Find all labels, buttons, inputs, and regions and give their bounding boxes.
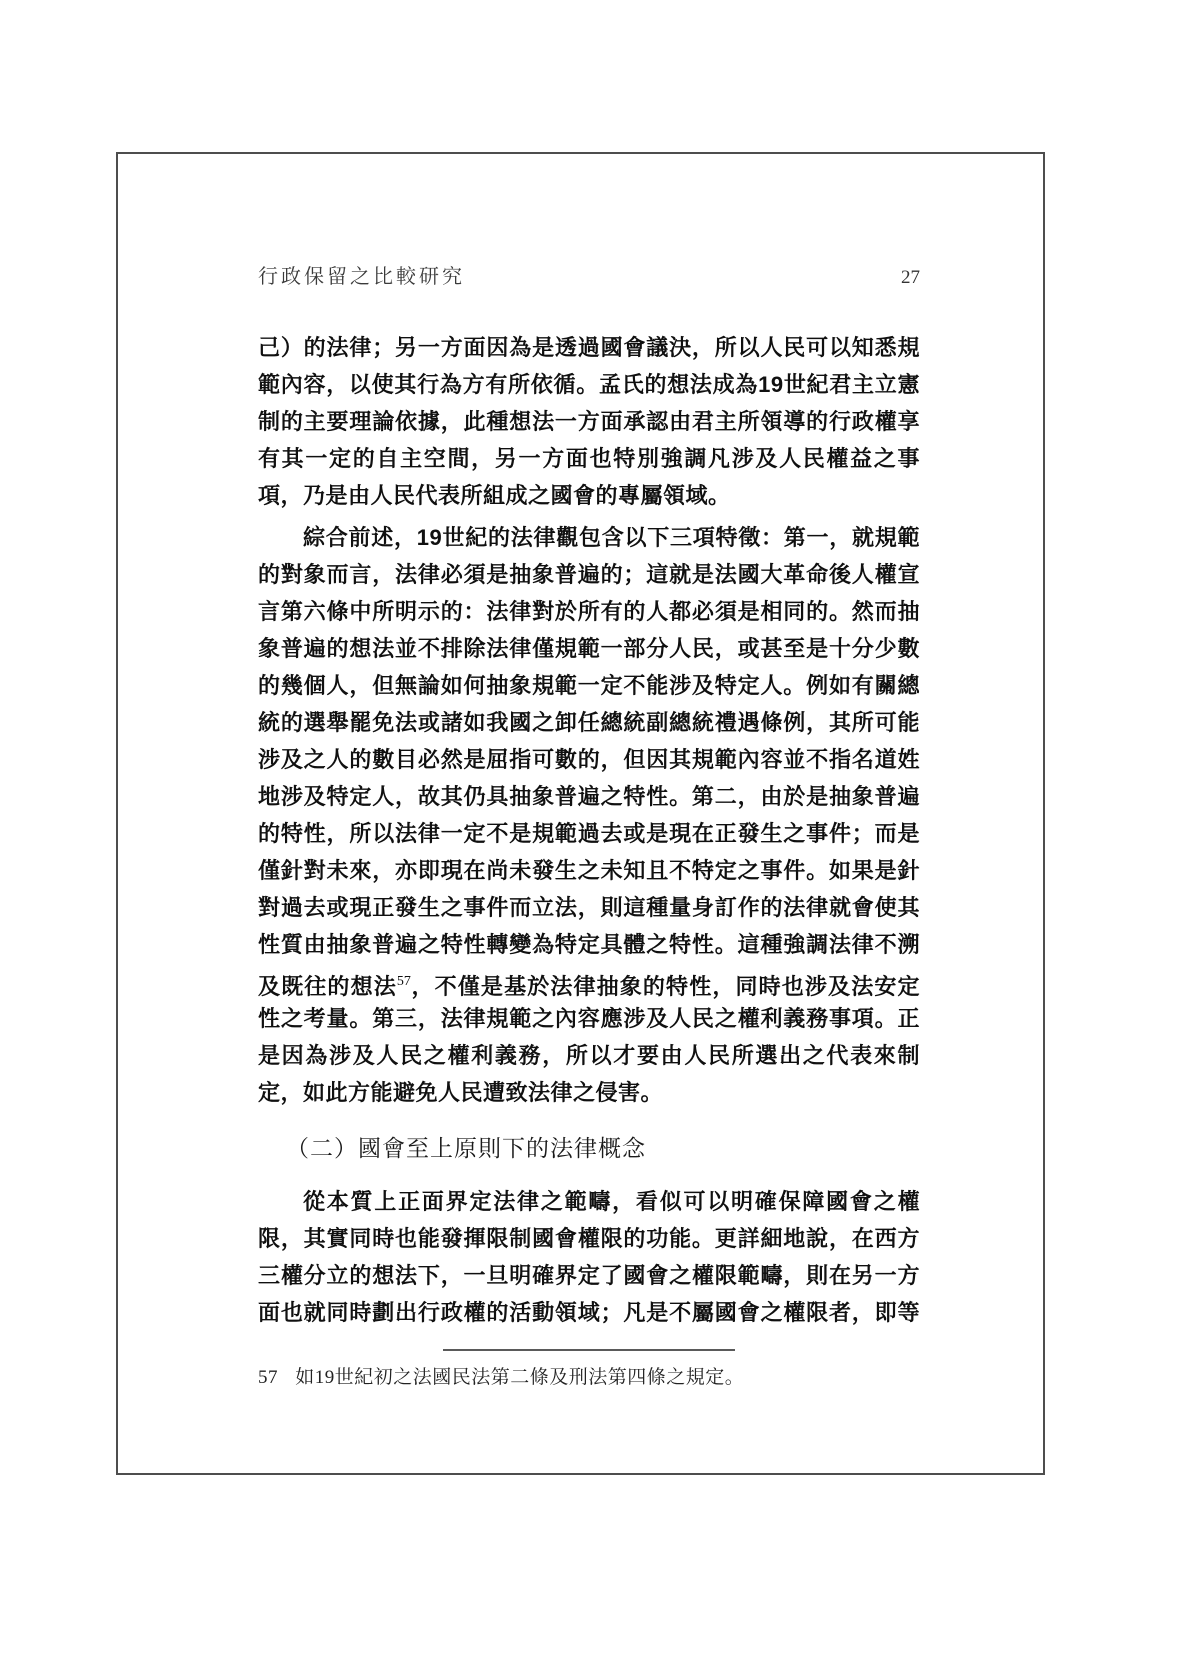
text-line: 言第六條中所明示的：法律對於所有的人都必須是相同的。然而抽 (258, 599, 920, 624)
footnote-reference: 57 (396, 974, 411, 989)
text-line: 面也就同時劃出行政權的活動領域；凡是不屬國會之權限者，即等 (258, 1300, 920, 1325)
text-line: 的特性，所以法律一定不是規範過去或是現在正發生之事件；而是 (258, 821, 920, 846)
text-line: 項，乃是由人民代表所組成之國會的專屬領域。 (258, 483, 731, 508)
footnote-separator (443, 1349, 735, 1351)
page-header (258, 260, 920, 289)
footnote-text: 如19世紀初之法國民法第二條及刑法第四條之規定。 (295, 1367, 745, 1388)
footnote-number: 57 (258, 1367, 278, 1388)
text-line: 對過去或現正發生之事件而立法，則這種量身訂作的法律就會使其 (258, 895, 920, 920)
section-heading: （二）國會至上原則下的法律概念 (286, 1136, 646, 1161)
page-content (258, 260, 920, 1389)
text-line: 限，其實同時也能發揮限制國會權限的功能。更詳細地說，在西方 (258, 1226, 920, 1251)
text-line: 統的選舉罷免法或諸如我國之卸任總統副總統禮遇條例，其所可能 (258, 710, 920, 735)
text-line: 涉及之人的數目必然是屈指可數的，但因其規範內容並不指名道姓 (258, 747, 920, 772)
page-border (116, 152, 1045, 1475)
paragraph (258, 329, 920, 514)
paragraph (258, 1183, 920, 1331)
text-line: 綜合前述，19世紀的法律觀包含以下三項特徵：第一，就規範 (303, 525, 920, 550)
text-line: 有其一定的自主空間，另一方面也特別強調凡涉及人民權益之事 (258, 446, 920, 471)
text-line: 是因為涉及人民之權利義務，所以才要由人民所選出之代表來制 (258, 1043, 920, 1068)
text-line: 三權分立的想法下，一旦明確界定了國會之權限範疇，則在另一方 (258, 1263, 920, 1288)
text-line: 及既往的想法$^{57}$，不僅是基於法律抽象的特性，同時也涉及法安定 (258, 974, 920, 999)
running-title: 行政保留之比較研究 (258, 266, 465, 288)
body-text (258, 329, 920, 1331)
text-line: 的幾個人，但無論如何抽象規範一定不能涉及特定人。例如有關總 (258, 673, 920, 698)
text-line: 僅針對未來，亦即現在尚未發生之未知且不特定之事件。如果是針 (258, 858, 920, 883)
text-line: 己）的法律；另一方面因為是透過國會議決，所以人民可以知悉規 (258, 335, 920, 360)
page-number: 27 (901, 267, 920, 288)
text-line: 從本質上正面界定法律之範疇，看似可以明確保障國會之權 (303, 1189, 920, 1214)
text-line: 定，如此方能避免人民遭致法律之侵害。 (258, 1080, 664, 1105)
text-line: 範內容，以使其行為方有所依循。孟氏的想法成為19世紀君主立憲 (258, 372, 920, 397)
text-line: 的對象而言，法律必須是抽象普遍的；這就是法國大革命後人權宣 (258, 562, 920, 587)
paragraph (258, 519, 920, 1111)
footnote (258, 1362, 920, 1389)
text-line: 象普遍的想法並不排除法律僅規範一部分人民，或甚至是十分少數 (258, 636, 920, 661)
text-line: 性之考量。第三，法律規範之內容應涉及人民之權利義務事項。正 (258, 1006, 920, 1031)
text-line: 地涉及特定人，故其仍具抽象普遍之特性。第二，由於是抽象普遍 (258, 784, 920, 809)
text-line: 性質由抽象普遍之特性轉變為特定具體之特性。這種強調法律不溯 (258, 932, 920, 957)
text-line: 制的主要理論依據，此種想法一方面承認由君主所領導的行政權享 (258, 409, 920, 434)
